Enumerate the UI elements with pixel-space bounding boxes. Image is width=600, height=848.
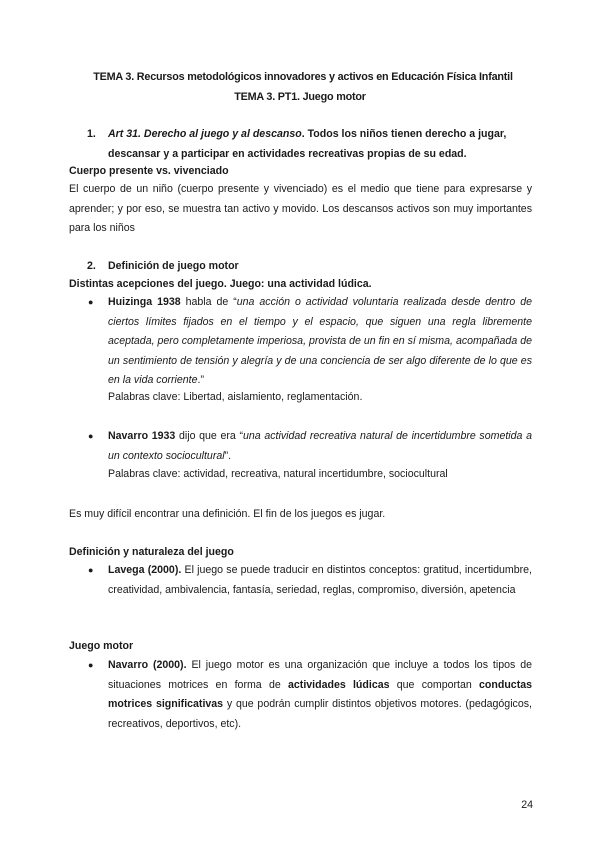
subheading-naturaleza: Definición y naturaleza del juego (69, 546, 234, 558)
bullet-lead: dijo que era “ (175, 430, 244, 442)
bullet-tail: .” (197, 374, 204, 387)
bullet-dot: ● (88, 431, 94, 441)
author-navarro-1933: Navarro 1933 (108, 430, 176, 442)
author-lavega: Lavega (2000). (108, 564, 182, 576)
keywords-navarro-1933: Palabras clave: actividad, recreativa, natural incertidumbre, sociocultural (108, 468, 448, 480)
bullet-lavega (88, 561, 532, 600)
document-title: TEMA 3. Recursos metodológicos innovadores y activos en Educación Física Infantil (93, 71, 513, 83)
section-2-heading (87, 257, 532, 277)
navarro-text-3: y que podrán cumplir distintos objetivos motores. (pedagógicos, recreativos, deportivos, etc). (108, 698, 532, 730)
article-title: Art 31. Derecho al juego y al descanso (108, 128, 302, 140)
section-1-heading (87, 125, 532, 164)
navarro-text-1: El juego motor es una organización que incluye a todos los tipos de situaciones motrices en forma de (108, 659, 532, 691)
lavega-text: El juego se puede traducir en distintos conceptos: gratitud, incertidumbre, creatividad, ambivalencia, fantasía, seriedad, reglas, compromiso, diversión, apetencia (108, 564, 532, 596)
navarro-bold-1: actividades lúdicas (288, 678, 390, 691)
section-2-title: Definición de juego motor (108, 260, 239, 272)
article-text: . Todos los niños tienen derecho a jugar, descansar y a participar en actividades recreativas propias de su edad. (108, 128, 507, 160)
bullet-navarro-1933 (88, 427, 532, 466)
bullet-huizinga (88, 293, 532, 391)
author-huizinga: Huizinga 1938 (108, 296, 181, 308)
page-number: 24 (521, 799, 533, 811)
bullet-dot: ● (88, 297, 94, 307)
bullet-tail: ”. (224, 449, 232, 462)
subheading-cuerpo: Cuerpo presente vs. vivenciado (69, 165, 229, 177)
keywords-huizinga: Palabras clave: Libertad, aislamiento, reglamentación. (108, 391, 363, 403)
document-subtitle: TEMA 3. PT1. Juego motor (234, 91, 366, 103)
navarro-text-2: que comportan (389, 678, 480, 691)
subheading-acepciones: Distintas acepciones del juego. Juego: una actividad lúdica. (69, 278, 372, 290)
paragraph-cuerpo: El cuerpo de un niño (cuerpo presente y vivenciado) es el medio que tiene para expresarse y aprender; y por eso, se muestra tan activo y movido. Los descansos activos son muy importantes para los niños (69, 183, 532, 235)
navarro-bold-2: conductas motrices significativas (108, 678, 533, 711)
subheading-juego-motor: Juego motor (69, 640, 134, 652)
section-1-number: 1. (87, 128, 96, 140)
bullet-navarro-2000 (88, 656, 532, 734)
author-navarro-2000: Navarro (2000). (108, 659, 187, 671)
quote-navarro-1933: una actividad recreativa natural de incertidumbre sometida a un contexto sociocultural (108, 430, 532, 462)
bullet-dot: ● (88, 565, 94, 575)
bullet-lead: habla de “ (180, 296, 237, 308)
section-2-number: 2. (87, 260, 96, 272)
quote-huizinga: una acción o actividad voluntaria realizada desde dentro de ciertos límites fijados en el tiempo y el espacio, que siguen una regla libremente aceptada, pero completamente imperiosa, provista de un fin en sí misma, acompañada de un sentimiento de tensión y alegría y de una conciencia de ser algo diferente de lo que es en la vida corriente (108, 296, 532, 387)
bullet-dot: ● (88, 660, 94, 670)
paragraph-definicion: Es muy difícil encontrar una definición. El fin de los juegos es jugar. (69, 508, 386, 520)
